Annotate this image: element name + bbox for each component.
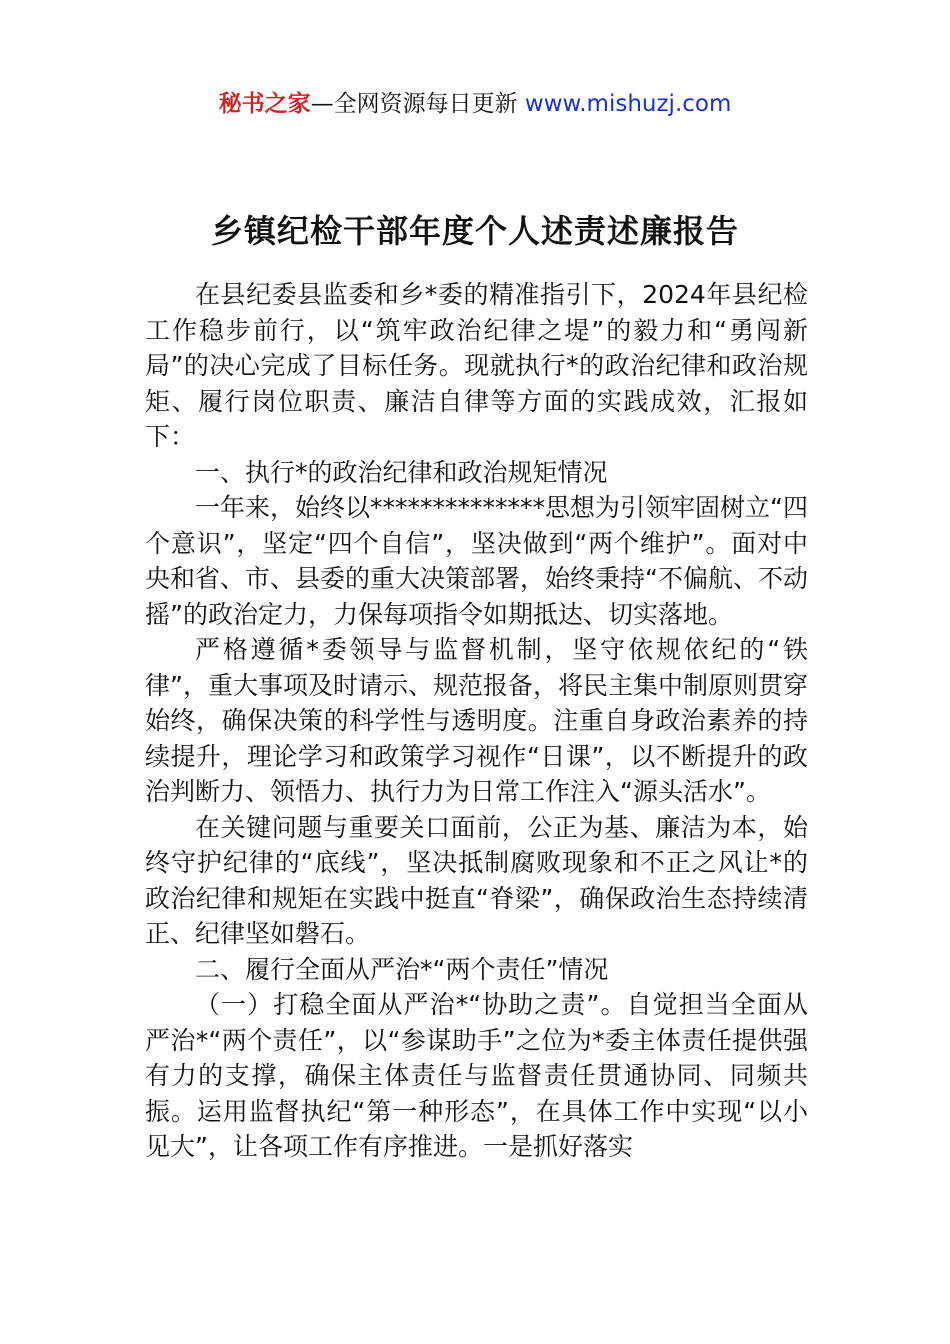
- intro-paragraph: 在县纪委县监委和乡*委的精准指引下，2024年县纪检工作稳步前行，以“筑牢政治纪律之堤”的毅力和“勇闯新局”的决心完成了目标任务。现就执行*的政治纪律和政治规矩、履行岗位职责、廉洁自律等方面的实践成效，汇报如下：: [145, 280, 808, 451]
- section-heading-1: 一、执行*的政治纪律和政治规矩情况: [195, 457, 608, 487]
- body-paragraph: 在关键问题与重要关口面前，公正为基、廉洁为本，始终守护纪律的“底线”，坚决抵制腐败现象和不正之风让*的政治纪律和规矩在实践中挺直“脊梁”，确保政治生态持续清正、纪律坚如磐石。: [145, 812, 808, 948]
- document-body: [145, 277, 808, 1165]
- section-heading-2: 二、履行全面从严治*“两个责任”情况: [195, 954, 609, 984]
- body-paragraph: 严格遵循*委领导与监督机制，坚守依规依纪的“铁律”，重大事项及时请示、规范报备，将民主集中制原则贯穿始终，确保决策的科学性与透明度。注重自身政治素养的持续提升，理论学习和政策学习视作“日课”，以不断提升的政治判断力、领悟力、执行力为日常工作注入“源头活水”。: [145, 635, 808, 806]
- body-paragraph: （一）打稳全面从严治*“协助之责”。自觉担当全面从严治*“两个责任”，以“参谋助手”之位为*委主体责任提供强有力的支撑，确保主体责任与监督责任贯通协同、同频共振。运用监督执纪“第一种形态”，在具体工作中实现“以小见大”，让各项工作有序推进。一是抓好落实: [145, 990, 808, 1161]
- site-tagline: —全网资源每日更新: [310, 91, 518, 117]
- site-brand: 秘书之家: [218, 91, 311, 117]
- document-title: 乡镇纪检干部年度个人述责述廉报告: [210, 212, 739, 251]
- site-header: [0, 88, 950, 120]
- site-url-link[interactable]: www.mishuzj.com: [524, 91, 732, 117]
- body-paragraph: 一年来，始终以**************思想为引领牢固树立“四个意识”，坚定“四个自信”，坚决做到“两个维护”。面对中央和省、市、县委的重大决策部署，始终秉持“不偏航、不动摇”的政治定力，力保每项指令如期抵达、切实落地。: [145, 493, 808, 629]
